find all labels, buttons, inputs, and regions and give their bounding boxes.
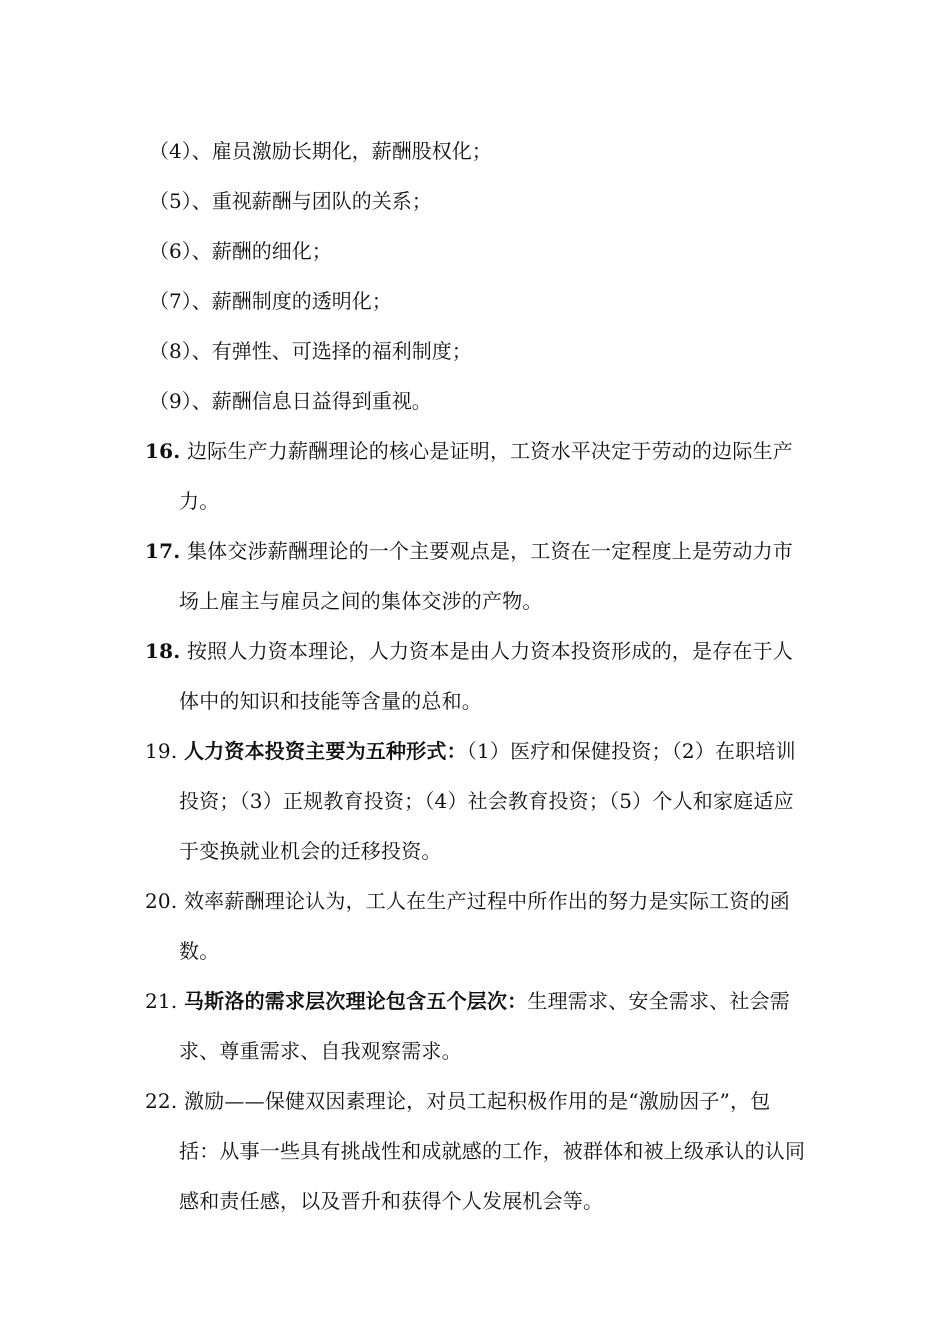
item-20 <box>145 876 810 976</box>
sub-item-9: （9）、薪酬信息日益得到重视。 <box>149 389 432 413</box>
item-number: 18. <box>145 639 181 663</box>
item-17 <box>145 526 810 626</box>
item-16 <box>145 426 810 526</box>
item-19 <box>145 726 810 876</box>
item-18 <box>145 626 810 726</box>
item-number: 19. <box>145 739 178 763</box>
item-text: 效率薪酬理论认为，工人在生产过程中所作出的努力是实际工资的函数。 <box>179 889 790 963</box>
item-number: 22. <box>145 1089 178 1113</box>
item-21 <box>145 976 810 1076</box>
item-text: 按照人力资本理论，人力资本是由人力资本投资形成的，是存在于人体中的知识和技能等含量的总和。 <box>179 639 793 713</box>
document-body <box>145 126 810 1226</box>
sub-item-4: （4）、雇员激励长期化，薪酬股权化； <box>149 139 492 163</box>
item-text: 激励——保健双因素理论，对员工起积极作用的是“激励因子”，包括：从事一些具有挑战性和成就感的工作，被群体和被上级承认的认同感和责任感，以及晋升和获得个人发展机会等。 <box>179 1089 806 1213</box>
item-number: 20. <box>145 889 178 913</box>
item-text: （1）医疗和保健投资；（2）在职培训投资；（3）正规教育投资；（4）社会教育投资；（5）个人和家庭适应于变换就业机会的迁移投资。 <box>179 739 796 863</box>
sub-item-5: （5）、重视薪酬与团队的关系； <box>149 189 432 213</box>
item-bold-lead: 人力资本投资主要为五种形式： <box>183 739 467 763</box>
sub-item-6: （6）、薪酬的细化； <box>149 239 332 263</box>
item-number: 17. <box>145 539 181 563</box>
item-number: 16. <box>145 439 181 463</box>
item-22 <box>145 1076 810 1226</box>
item-bold-lead: 马斯洛的需求层次理论包含五个层次： <box>183 989 528 1013</box>
sub-item-8: （8）、有弹性、可选择的福利制度； <box>149 339 472 363</box>
item-text: 生理需求、安全需求、社会需求、尊重需求、自我观察需求。 <box>179 989 790 1063</box>
item-text: 集体交涉薪酬理论的一个主要观点是，工资在一定程度上是劳动力市场上雇主与雇员之间的集体交涉的产物。 <box>179 539 793 613</box>
sub-item-7: （7）、薪酬制度的透明化； <box>149 289 392 313</box>
item-text: 边际生产力薪酬理论的核心是证明，工资水平决定于劳动的边际生产力。 <box>179 439 793 513</box>
item-number: 21. <box>145 989 178 1013</box>
